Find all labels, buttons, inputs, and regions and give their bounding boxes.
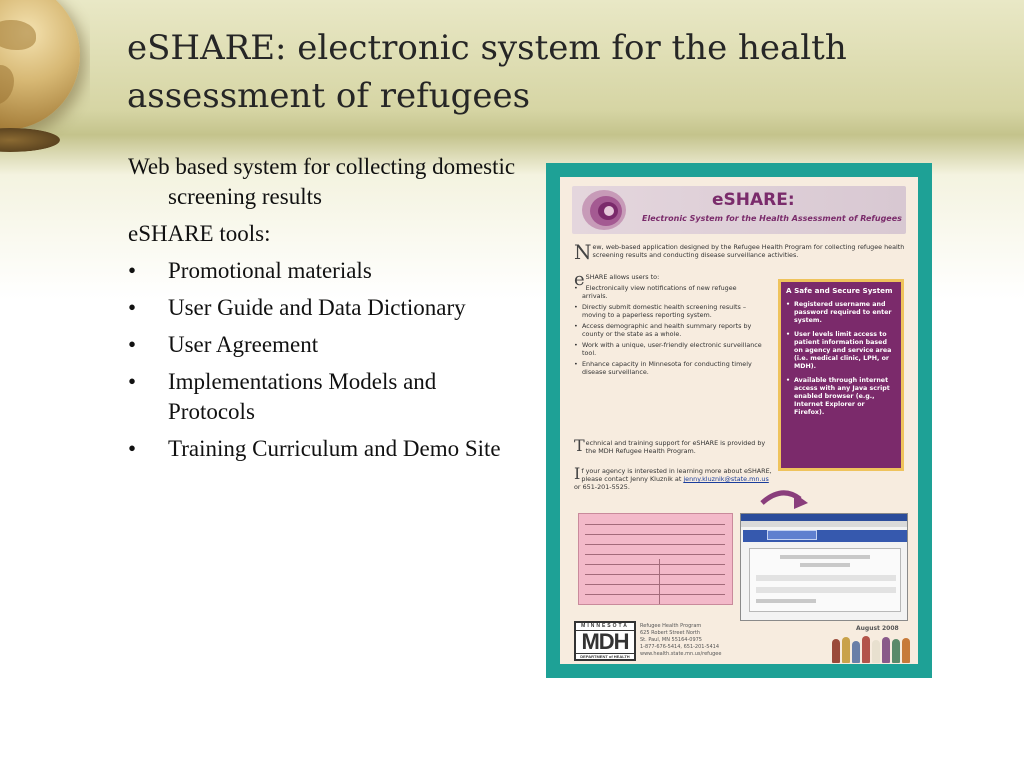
app-tab [767, 530, 817, 540]
bullet-text: Implementations Models and Protocols [168, 369, 437, 424]
window-menubar [741, 521, 907, 527]
feature-item: • Work with a unique, user-friendly electronic surveillance tool. [574, 341, 764, 357]
address-line: 1-877-676-5414, 651-201-5414 [640, 644, 720, 650]
paragraph: Web based system for collecting domestic screening results [128, 154, 516, 209]
flyer-address [640, 623, 750, 658]
bullet-item [128, 367, 523, 427]
curved-arrow-icon [758, 485, 810, 515]
safe-item: • Available through internet access with any Java script enabled browser (e.g., Internet Explorer or Firefox). [786, 377, 896, 417]
slide-title: eSHARE: electronic system for the health assessment of refugees [127, 28, 847, 116]
bullet-text: User Agreement [168, 332, 319, 357]
address-line: 625 Robert Street North [640, 630, 701, 636]
bullet-dot: • [128, 436, 137, 461]
window-titlebar [741, 514, 907, 521]
drop-cap: e [574, 269, 585, 290]
flyer-contact [574, 464, 774, 491]
safe-item: • Registered username and password required to enter system. [786, 301, 896, 325]
feature-item: • Electronically view notifications of new refugee arrivals. [574, 284, 764, 300]
safe-secure-title: A Safe and Secure System [786, 286, 893, 295]
drop-cap: N [574, 240, 592, 264]
bullet-dot: • [128, 295, 137, 320]
application-screenshot-thumbnail [740, 513, 908, 621]
flyer-date: August 2008 [856, 625, 899, 632]
drop-cap: T [574, 436, 585, 455]
drop-cap: I [574, 464, 581, 483]
address-line: Refugee Health Program [640, 623, 702, 629]
paragraph: eSHARE tools: [128, 221, 271, 246]
logo-main-text: MDH [581, 629, 629, 654]
globe-stand [0, 128, 60, 152]
bullet-dot: • [128, 332, 137, 357]
slide-content [128, 152, 523, 471]
flyer-features [574, 269, 764, 379]
safe-secure-box [778, 279, 904, 471]
flyer-banner [572, 186, 906, 234]
bullet-item [128, 330, 523, 360]
bullet-dot: • [128, 369, 137, 394]
intro-text: ew, web-based application designed by the Refugee Health Program for collecting refugee health screening results and conducting disease surveillance activities. [592, 243, 905, 259]
feature-item: • Access demographic and health summary reports by county or the state as a whole. [574, 322, 764, 338]
flyer-brand-title: eSHARE: [712, 190, 795, 210]
safe-item: • User levels limit access to patient information based on agency and service area (i.e. medical clinic, LPH, or MDH). [786, 331, 896, 371]
tech-text: echnical and training support for eSHARE is provided by the MDH Refugee Health Program. [585, 439, 766, 455]
features-heading [574, 269, 764, 290]
feature-item: • Directly submit domestic health screening results – moving to a paperless reporting system. [574, 303, 764, 319]
bullet-dot: • [128, 258, 137, 283]
swirl-logo [576, 188, 636, 232]
feature-item: • Enhance capacity in Minnesota for conducting timely disease surveillance. [574, 360, 764, 376]
flyer-image [546, 163, 932, 678]
bullet-item [128, 434, 523, 464]
app-panel [749, 548, 901, 612]
flyer-tech-support [574, 436, 774, 455]
logo-bottom-text: DEPARTMENT of HEALTH [576, 653, 634, 660]
bullet-text: Training Curriculum and Demo Site [168, 436, 501, 461]
logo-top-text: MINNESOTA [576, 623, 634, 631]
bullet-item [128, 293, 523, 323]
mdh-logo [574, 621, 636, 661]
globe-decoration [0, 0, 90, 155]
flyer-brand-subtitle: Electronic System for the Health Assessment of Refugees [642, 214, 902, 223]
paper-form-thumbnail [578, 513, 733, 605]
contact-email-link[interactable]: jenny.kluznik@state.mn.us [683, 475, 769, 483]
flyer [560, 177, 918, 664]
bullet-text: User Guide and Data Dictionary [168, 295, 466, 320]
contact-text: f your agency is interested in learning more about eSHARE, please contact Jenny Kluznik at [581, 467, 772, 483]
bullet-text: Promotional materials [168, 258, 372, 283]
address-line: St. Paul, MN 55164-0975 [640, 637, 702, 643]
people-illustration [832, 633, 916, 663]
features-heading-text: SHARE allows users to: [585, 273, 660, 281]
address-line: www.health.state.mn.us/refugee [640, 651, 722, 657]
contact-phone: or 651-201-5525. [574, 483, 630, 491]
bullet-item [128, 256, 523, 286]
flyer-intro [574, 240, 910, 264]
